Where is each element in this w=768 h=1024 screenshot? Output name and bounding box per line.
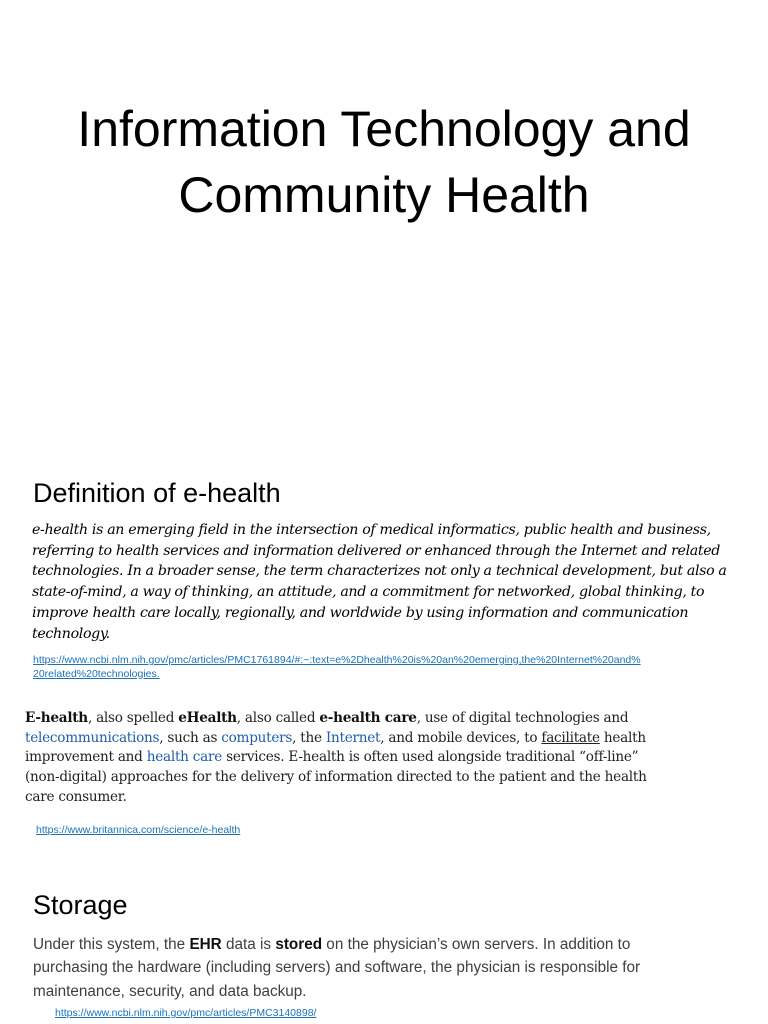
slide-title bbox=[0, 96, 768, 228]
excerpt-line: care consumer. bbox=[25, 788, 127, 805]
storage-line: purchasing the hardware (including servers) and software, the physician is responsible for bbox=[33, 959, 641, 977]
quote-line: technology. bbox=[32, 625, 110, 642]
storage-paragraph bbox=[33, 933, 753, 1003]
computers-link[interactable]: computers bbox=[221, 729, 293, 746]
quote-line: improve health care locally, regionally, and worldwide by using information and communication bbox=[32, 604, 689, 621]
ehr-term: EHR bbox=[189, 936, 222, 953]
excerpt-line: improvement and health care services. E-health is often used alongside traditional “off-line” bbox=[25, 749, 639, 766]
telecommunications-link[interactable]: telecommunications bbox=[25, 729, 160, 746]
link-line: https://www.ncbi.nlm.nih.gov/pmc/articles/PMC1761894/#:~:text=e%2Dhealth%20is%20an%20emerging,the%20Internet%20and% bbox=[33, 654, 641, 666]
title-line-1: Information Technology and bbox=[77, 101, 691, 157]
storage-heading: Storage bbox=[33, 890, 128, 920]
storage-line: maintenance, security, and data backup. bbox=[33, 982, 307, 1000]
excerpt-line: (non-digital) approaches for the delivery of information directed to the patient and the health bbox=[25, 769, 647, 786]
term-ehealth: E-health bbox=[25, 710, 88, 726]
term-ehealth-care: e-health care bbox=[319, 710, 417, 726]
link-line: 20related%20technologies. bbox=[33, 667, 160, 680]
quote-line: technologies. In a broader sense, the term characterizes not only a technical development, but also a bbox=[32, 563, 727, 580]
facilitate-term[interactable]: facilitate bbox=[541, 729, 600, 746]
quote-line: referring to health services and information delivered or enhanced through the Internet and related bbox=[32, 542, 721, 559]
term-ehealth-alt: eHealth bbox=[178, 710, 237, 726]
title-line-2: Community Health bbox=[178, 167, 590, 223]
excerpt-line: E-health, also spelled eHealth, also called e-health care, use of digital technologies and bbox=[25, 710, 629, 726]
ncbi-storage-source-link[interactable]: https://www.ncbi.nlm.nih.gov/pmc/articles/PMC3140898/ bbox=[55, 1007, 317, 1019]
britannica-excerpt bbox=[25, 709, 725, 808]
stored-term: stored bbox=[275, 936, 323, 953]
britannica-source-link[interactable]: https://www.britannica.com/science/e-health bbox=[36, 824, 241, 836]
internet-link[interactable]: Internet bbox=[325, 729, 381, 746]
health-care-link[interactable]: health care bbox=[146, 749, 223, 766]
definition-quote bbox=[32, 520, 732, 644]
quote-line: e-health is an emerging field in the intersection of medical informatics, public health and business, bbox=[32, 522, 711, 538]
storage-line: Under this system, the EHR data is stored on the physician’s own servers. In addition to bbox=[33, 936, 631, 953]
ncbi-source-link[interactable] bbox=[33, 654, 733, 681]
definition-heading: Definition of e-health bbox=[33, 478, 281, 508]
quote-line: state-of-mind, a way of thinking, an attitude, and a commitment for networked, global thinking, to bbox=[32, 584, 705, 601]
excerpt-line: telecommunications, such as computers, the Internet, and mobile devices, to facilitate health bbox=[25, 729, 646, 746]
